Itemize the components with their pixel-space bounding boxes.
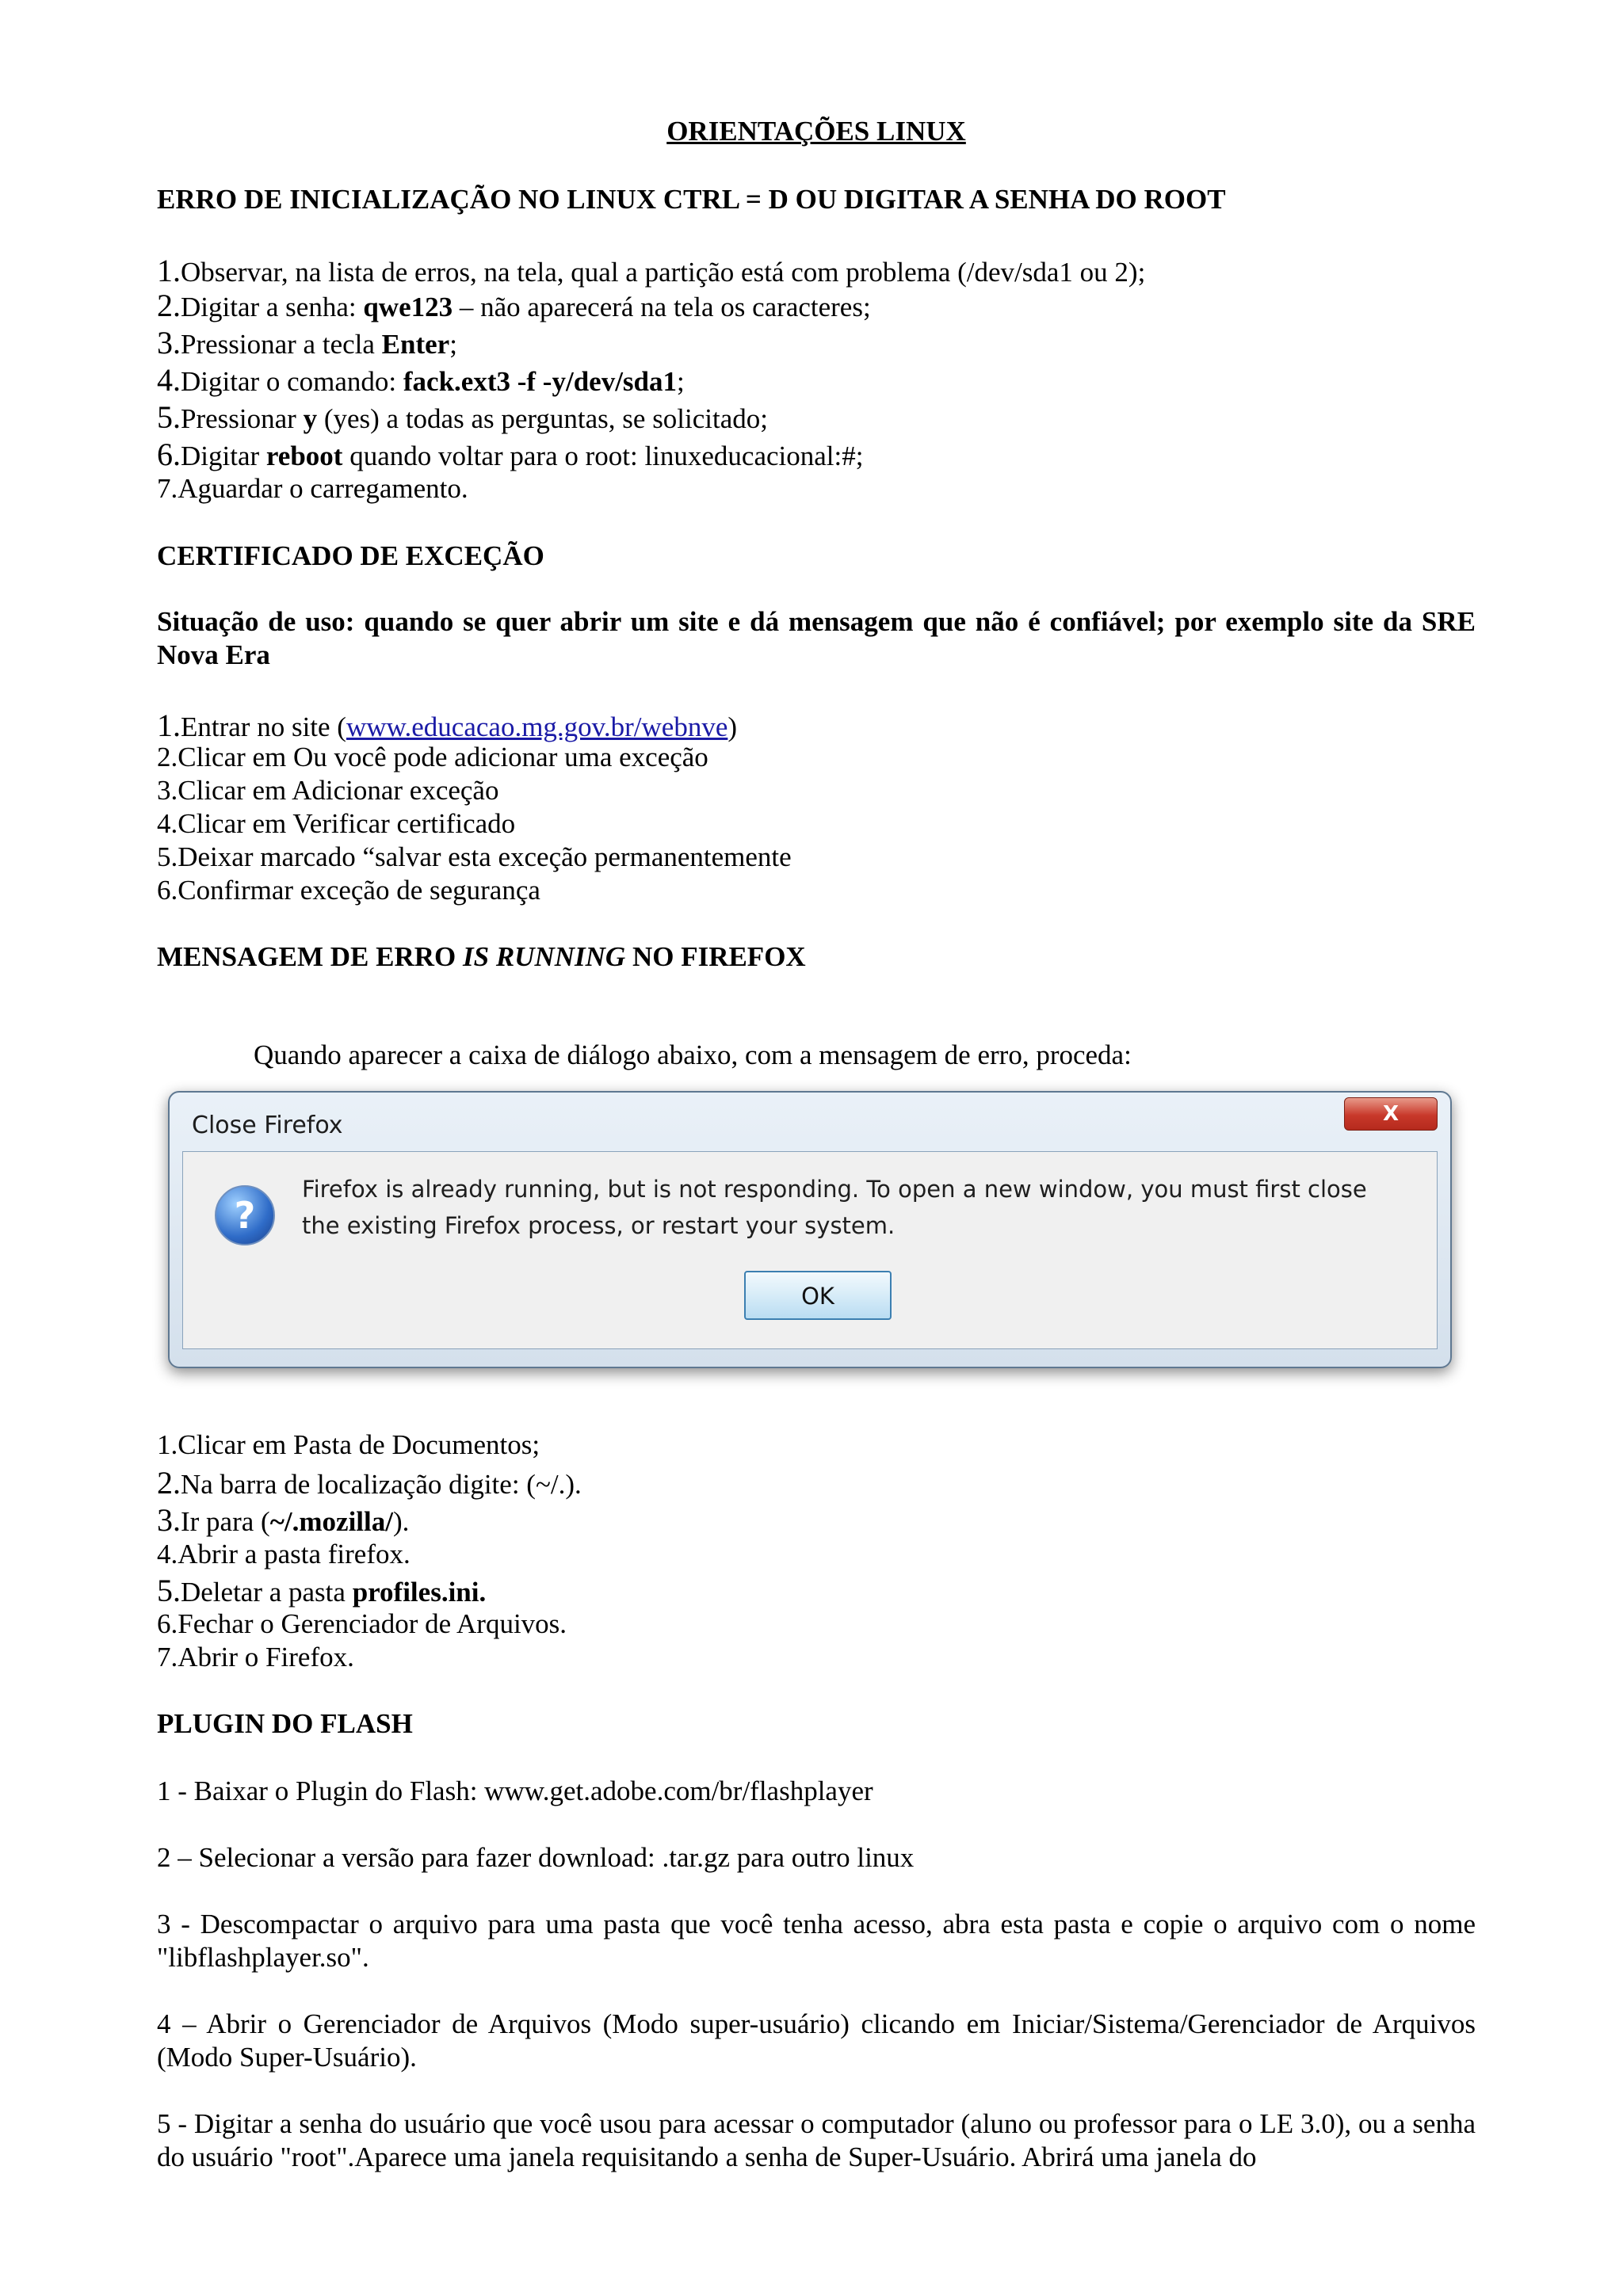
list-item: 5.Pressionar y (yes) a todas as perguntas, se solicitado; xyxy=(157,399,769,435)
document-title: ORIENTAÇÕES LINUX xyxy=(666,116,966,147)
list-item: 4.Clicar em Verificar certificado xyxy=(157,808,516,839)
section-heading-certificate: CERTIFICADO DE EXCEÇÃO xyxy=(157,540,544,571)
list-item: 4.Abrir a pasta firefox. xyxy=(157,1539,411,1569)
firefox-dialog xyxy=(168,1091,1452,1368)
dialog-close-button[interactable]: X xyxy=(1344,1097,1438,1131)
section-heading-firefox-error: MENSAGEM DE ERRO IS RUNNING NO FIREFOX xyxy=(157,941,806,972)
list-item: 1.Clicar em Pasta de Documentos; xyxy=(157,1429,540,1460)
list-item: 1.Entrar no site (www.educacao.mg.gov.br/webnve) xyxy=(157,707,738,743)
list-item: 3.Pressionar a tecla Enter; xyxy=(157,325,457,360)
dialog-intro: Quando aparecer a caixa de diálogo abaixo, com a mensagem de erro, proceda: xyxy=(254,1039,1132,1070)
section-heading-boot-error: ERRO DE INICIALIZAÇÃO NO LINUX CTRL = D OU DIGITAR A SENHA DO ROOT xyxy=(157,184,1226,215)
flash-step: 2 – Selecionar a versão para fazer download: .tar.gz para outro linux xyxy=(157,1842,915,1873)
list-item: 6.Digitar reboot quando voltar para o root: linuxeducacional:#; xyxy=(157,437,864,472)
list-item: 4.Digitar o comando: fack.ext3 -f -y/dev/sda1; xyxy=(157,362,685,398)
dialog-title: Close Firefox xyxy=(192,1112,343,1139)
list-item: 2.Na barra de localização digite: (~/.). xyxy=(157,1465,582,1501)
list-item: 1.Observar, na lista de erros, na tela, qual a partição está com problema (/dev/sda1 ou 2); xyxy=(157,253,1146,288)
flash-step: 3 - Descompactar o arquivo para uma pasta que você tenha acesso, abra esta pasta e copie o arquivo com o nome "libflashplayer.so". xyxy=(157,1909,1476,1973)
flash-step: 5 - Digitar a senha do usuário que você usou para acessar o computador (aluno ou professor para o LE 3.0), ou a senha do usuário "root".Aparece uma janela requisitando a senha de Super-Usuário. Abrirá uma janela do xyxy=(157,2108,1476,2172)
list-item: 2.Digitar a senha: qwe123 – não aparecerá na tela os caracteres; xyxy=(157,288,871,323)
list-item: 3.Ir para (~/.mozilla/). xyxy=(157,1502,410,1538)
question-icon: ? xyxy=(215,1185,275,1245)
list-item: 3.Clicar em Adicionar exceção xyxy=(157,775,499,806)
dialog-ok-button[interactable]: OK xyxy=(744,1271,892,1320)
flash-step: 4 – Abrir o Gerenciador de Arquivos (Modo super-usuário) clicando em Iniciar/Sistema/Gerenciador de Arquivos (Modo Super-Usuário). xyxy=(157,2008,1476,2073)
situation-text: Situação de uso: quando se quer abrir um site e dá mensagem que não é confiável; por exemplo site da SRE Nova Era xyxy=(157,606,1476,670)
list-item: 6.Confirmar exceção de segurança xyxy=(157,875,540,906)
dialog-message: Firefox is already running, but is not responding. To open a new window, you must first close the existing Firefox process, or restart your system. xyxy=(302,1176,1367,1239)
dialog-body xyxy=(182,1151,1438,1349)
list-item: 5.Deletar a pasta profiles.ini. xyxy=(157,1573,487,1608)
section-heading-flash: PLUGIN DO FLASH xyxy=(157,1708,413,1739)
list-item: 7.Abrir o Firefox. xyxy=(157,1642,354,1672)
list-item: 7.Aguardar o carregamento. xyxy=(157,473,468,504)
flash-step: 1 - Baixar o Plugin do Flash: www.get.adobe.com/br/flashplayer xyxy=(157,1775,873,1806)
site-link[interactable]: www.educacao.mg.gov.br/webnve xyxy=(346,711,728,742)
list-item: 5.Deixar marcado “salvar esta exceção permanentemente xyxy=(157,841,792,872)
list-item: 6.Fechar o Gerenciador de Arquivos. xyxy=(157,1608,567,1639)
list-item: 2.Clicar em Ou você pode adicionar uma exceção xyxy=(157,742,708,772)
